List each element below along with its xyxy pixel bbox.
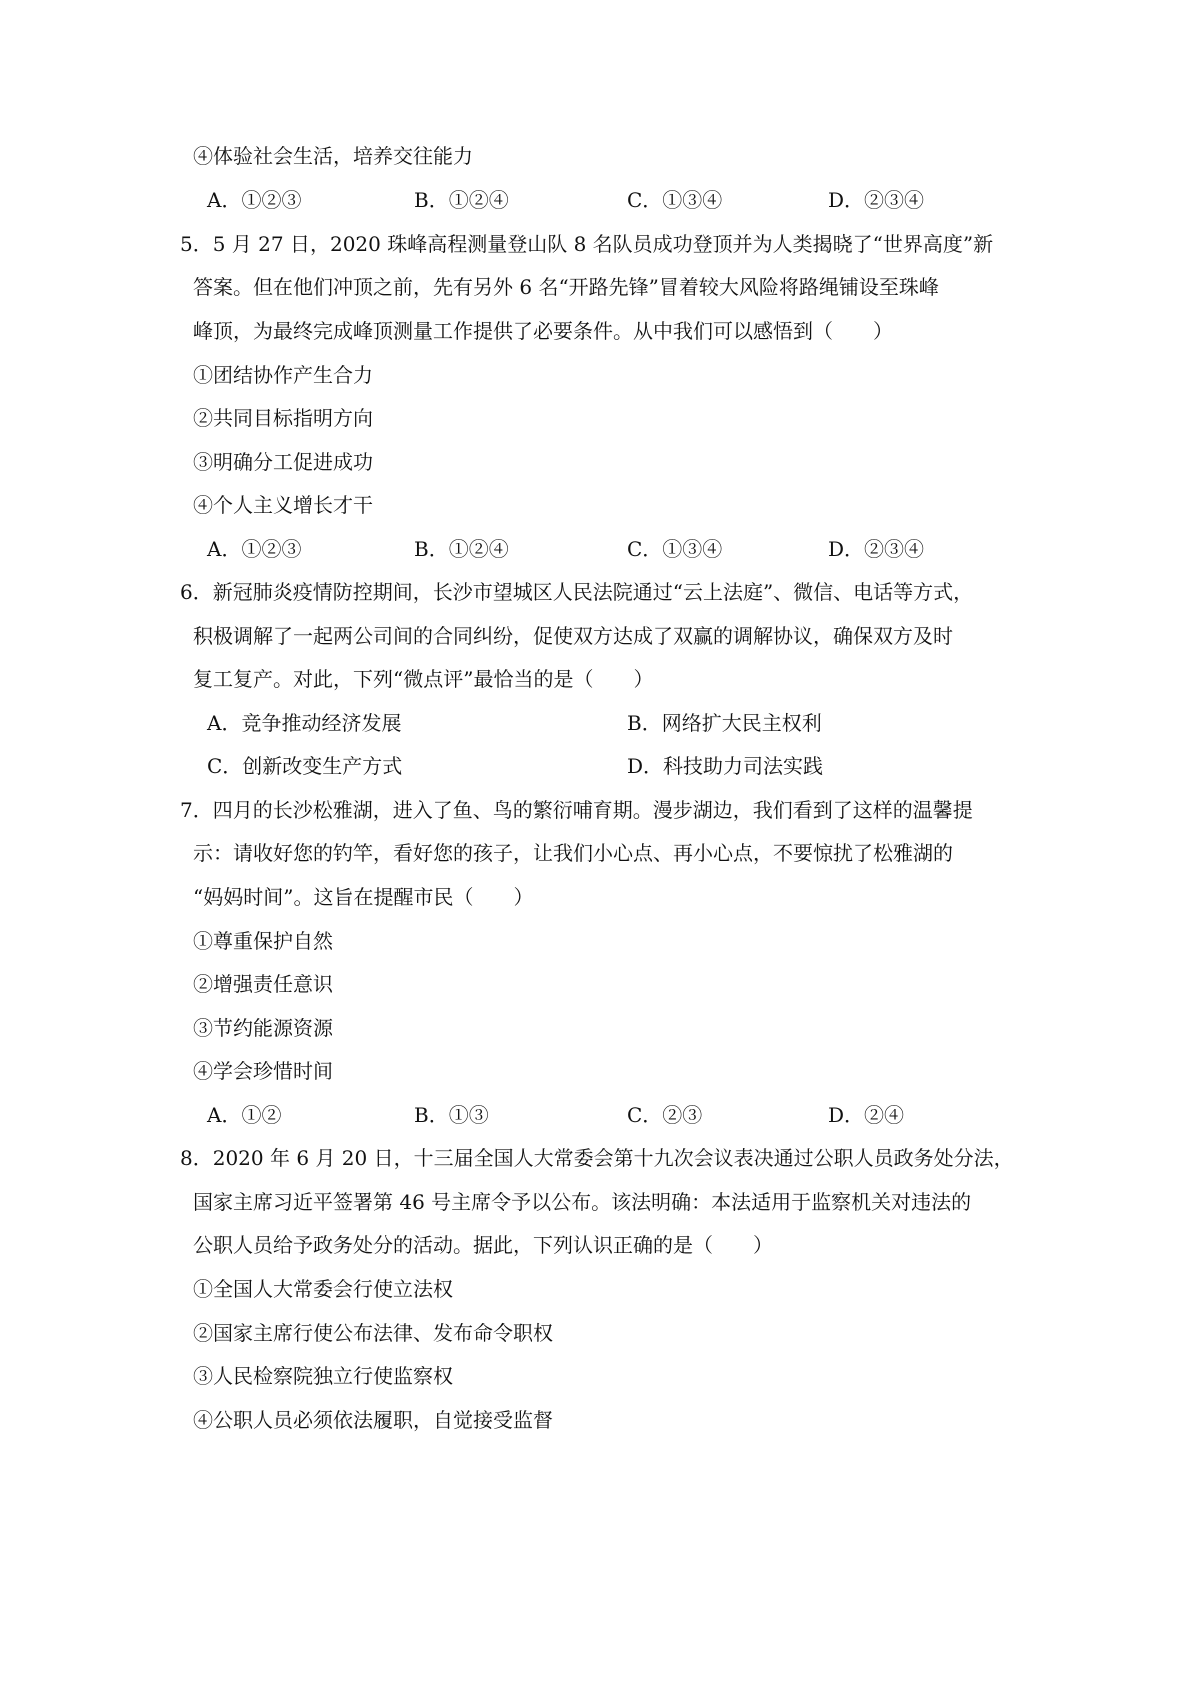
q7-item-4: ④学会珍惜时间 xyxy=(193,1059,333,1083)
q7-item-1: ①尊重保护自然 xyxy=(193,929,333,953)
q6-option-c: C．创新改变生产方式 xyxy=(207,754,403,778)
q7-item-3: ③节约能源资源 xyxy=(193,1016,333,1040)
q5-item-3: ③明确分工促进成功 xyxy=(193,450,373,474)
q6-option-d: D．科技助力司法实践 xyxy=(627,754,824,778)
q8-stem-line-3: 公职人员给予政务处分的活动。据此，下列认识正确的是（ ） xyxy=(193,1233,773,1257)
q6-stem-line-1: 6．新冠肺炎疫情防控期间，长沙市望城区人民法院通过“云上法庭”、微信、电话等方式， xyxy=(180,580,974,604)
q5-item-4: ④个人主义增长才干 xyxy=(193,493,373,517)
q6-option-a: A．竞争推动经济发展 xyxy=(207,711,402,735)
q5-item-2: ②共同目标指明方向 xyxy=(193,406,373,430)
q6-stem-line-2: 积极调解了一起两公司间的合同纠纷，促使双方达成了双赢的调解协议，确保双方及时 xyxy=(193,624,953,648)
q6-option-b: B．网络扩大民主权利 xyxy=(627,711,822,735)
q4-item-4: ④体验社会生活，培养交往能力 xyxy=(193,144,473,168)
q7-option-c: C．②③ xyxy=(627,1103,703,1127)
q4-option-a: A．①②③ xyxy=(207,188,302,212)
q7-option-b: B．①③ xyxy=(414,1103,489,1127)
q8-item-4: ④公职人员必须依法履职，自觉接受监督 xyxy=(193,1408,553,1432)
q5-stem-line-2: 答案。但在他们冲顶之前，先有另外 6 名“开路先锋”冒着较大风险将路绳铺设至珠峰 xyxy=(193,275,939,299)
q4-option-d: D．②③④ xyxy=(828,188,925,212)
q7-option-a: A．①② xyxy=(207,1103,282,1127)
q5-option-c: C．①③④ xyxy=(627,537,723,561)
q5-stem-line-3: 峰顶，为最终完成峰顶测量工作提供了必要条件。从中我们可以感悟到（ ） xyxy=(193,319,893,343)
q8-stem-line-2: 国家主席习近平签署第 46 号主席令予以公布。该法明确：本法适用于监察机关对违法的 xyxy=(193,1190,972,1214)
q7-option-d: D．②④ xyxy=(828,1103,905,1127)
q4-option-c: C．①③④ xyxy=(627,188,723,212)
q5-item-1: ①团结协作产生合力 xyxy=(193,363,373,387)
q5-option-b: B．①②④ xyxy=(414,537,509,561)
q4-option-b: B．①②④ xyxy=(414,188,509,212)
q8-item-3: ③人民检察院独立行使监察权 xyxy=(193,1364,453,1388)
q7-item-2: ②增强责任意识 xyxy=(193,972,333,996)
q7-stem-line-1: 7．四月的长沙松雅湖，进入了鱼、鸟的繁衍哺育期。漫步湖边，我们看到了这样的温馨提 xyxy=(180,798,973,822)
q6-stem-line-3: 复工复产。对此，下列“微点评”最恰当的是（ ） xyxy=(193,667,654,691)
q8-stem-line-1: 8．2020 年 6 月 20 日，十三届全国人大常委会第十九次会议表决通过公职人员政务处分法， xyxy=(180,1146,1014,1170)
q7-stem-line-3: “妈妈时间”。这旨在提醒市民（ ） xyxy=(193,885,534,909)
q5-option-a: A．①②③ xyxy=(207,537,302,561)
q8-item-1: ①全国人大常委会行使立法权 xyxy=(193,1277,453,1301)
q7-stem-line-2: 示：请收好您的钓竿，看好您的孩子，让我们小心点、再小心点，不要惊扰了松雅湖的 xyxy=(193,841,953,865)
q8-item-2: ②国家主席行使公布法律、发布命令职权 xyxy=(193,1321,553,1345)
q5-option-d: D．②③④ xyxy=(828,537,925,561)
q5-stem-line-1: 5．5 月 27 日，2020 珠峰高程测量登山队 8 名队员成功登顶并为人类揭晓了“世界高度”新 xyxy=(180,232,994,256)
